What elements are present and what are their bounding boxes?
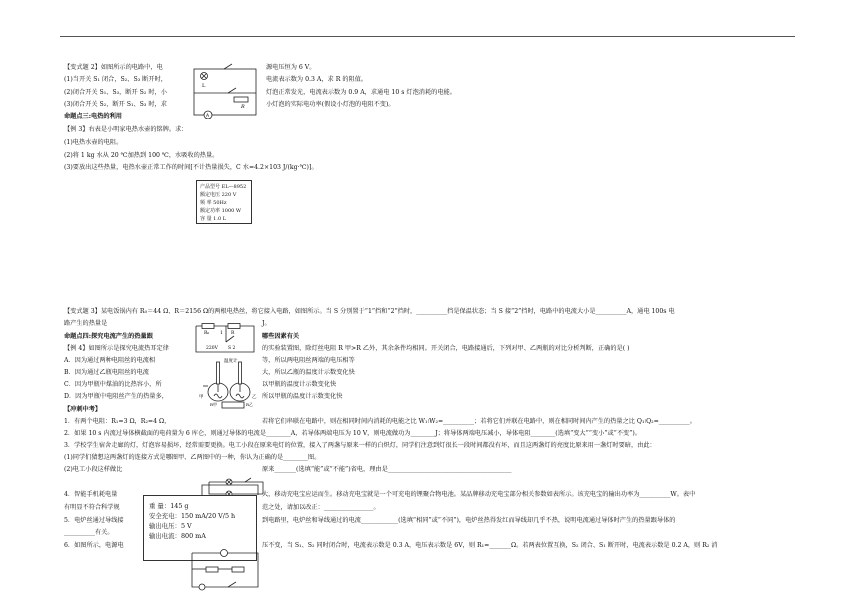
example3-q2: (2)将 1 kg 水从 20 ℃加热到 100 ℃，水吸收的热量。 [64, 152, 219, 159]
spec-weight: 重 量：145 g [149, 502, 189, 510]
nameplate-voltage: 额定电压 220 V [200, 192, 237, 198]
exam-q5-line2: __________有关。 [64, 529, 114, 536]
variant2-q3: (3)闭合开关 S₂，断开 S₁、S₃ 时，求 [64, 101, 167, 108]
circuit-diagram-1 [190, 63, 262, 119]
option-a-cont: 等，所以两电阻丝两端的电压相等 [262, 357, 355, 364]
example3-q1: (1)电热水壶的电阻。 [64, 139, 123, 146]
joule-experiment-figure [198, 356, 258, 410]
exam-q5: 5．电炉丝通过导线接 [64, 517, 124, 524]
nameplate-power: 额定功率 1000 W [200, 208, 242, 214]
svg-text:R乙: R乙 [246, 402, 254, 407]
svg-text:R甲: R甲 [210, 402, 218, 407]
variant2-q2: (2)闭合开关 S₁、S₃，断开 S₂ 时，小 [64, 89, 167, 96]
variant2-intro-cont: 源电压恒为 6 V。 [266, 64, 316, 71]
svg-text:甲: 甲 [199, 395, 204, 400]
nameplate-model: 产品型号 EL—8952 [200, 184, 247, 190]
topic3-heading: 命题点三:电热的利用 [64, 113, 122, 120]
svg-text:A: A [206, 114, 210, 119]
option-b-cont: 大，所以乙瓶的温度计示数变化快 [262, 369, 355, 376]
exam-q4-cont: 大，移动充电宝应运而生。移动充电宝就是一个可充电的锂聚合物电池。某品牌移动充电宝部分相关参数如表所示。该充电宝的输出功率为__________W。表中 [262, 491, 696, 498]
exam-heading: 【冲刺中考】 [64, 406, 102, 413]
exam-q4-line2: 有明显不符合科学规 [64, 504, 120, 511]
topic4-heading: 命题点四:探究电流产生的热量跟 [64, 333, 153, 340]
variant2-q1: (1)当开关 S₁ 闭合，S₂、S₃ 断开时， [64, 76, 167, 83]
variant2-q3-cont: 小灯泡的实际电功率(假设小灯泡的电阻不变)。 [266, 101, 395, 108]
power-bank-connector-figure [200, 481, 260, 499]
exam-q3: 3．学校学生宿舍走廊的灯，灯泡容易损坏，经常需要更换。电工小段在原来电灯的位置，接入了两盏与原来一样的白炽灯，同学们注意到灯很长一段时间都没有坏，而且这两盏灯的亮度比原来用一盏灯时要暗，由此： [64, 442, 656, 449]
nameplate-capacity: 容 量 1.0 L [200, 216, 227, 222]
option-a: A．因为通过两种电阻丝的电流相 [64, 357, 156, 364]
option-b: B．因为通过乙瓶电阻丝的电流 [64, 369, 149, 376]
spec-output-current: 输出电流：800 mA [149, 532, 206, 540]
exam-q3-part1: (1)同学们猜想这两盏灯的连接方式是哪图甲、乙两图中的一种，你认为正确的是________图。 [64, 454, 321, 461]
svg-text:S 2: S 2 [228, 346, 236, 351]
svg-text:温度计: 温度计 [224, 359, 238, 364]
exam-q2: 2．如果 10 s 内流过导体横截面的电荷量为 6 库仑，则通过导体的电流是________A，若导体两端电压为 10 V，则电流做功为________J；将导体两端电压减小，导体电阻________(选填“变大”“变小”或“不变”)。 [64, 430, 641, 437]
kettle-nameplate-table [196, 180, 252, 224]
svg-text:乙: 乙 [252, 395, 257, 400]
spec-safe-charge: 安全充电：150 mA/20 V/5 h [149, 512, 236, 520]
option-d-cont: 所以甲瓶的温度计示数变化快 [262, 393, 343, 400]
variant2-q1-cont: 电流表示数为 0.3 A，求 R 的阻值。 [266, 76, 368, 83]
circuit-diagram-q6 [188, 547, 262, 591]
exam-q3-part2: (2)电工小段这样做比 [64, 466, 123, 473]
exam-q3-part2-cont: 原来_______(选填“能”或“不能”)省电，理由是________________________________________ [262, 466, 512, 473]
example4-intro-cont: 的实验装置图，除灯丝电阻 R 甲>R 乙外，其余条件均相同。开关闭合，电路接通后，下列对甲、乙两瓶的对比分析判断，正确的是( ) [262, 345, 630, 352]
exam-q6: 6．如图所示，电源电 [64, 542, 124, 549]
exam-q5-cont: 到电路里，电炉丝和导线通过的电流____________(选填“相同”或“不同”)，电炉丝热得发红而导线却几乎不热，说明电流通过导体时产生的热量跟导体的 [262, 517, 676, 524]
topic4-heading-cont: 哪些因素有关 [262, 333, 300, 340]
svg-text:1: 1 [220, 331, 223, 336]
option-c: C．因为甲瓶中煤油的比热容小，所 [64, 381, 162, 388]
nameplate-frequency: 频 率 50Hz [200, 200, 227, 206]
spec-output-voltage: 输出电压：5 V [149, 522, 192, 530]
variant3-unit: J。 [262, 320, 271, 327]
variant2-q2-cont: 灯泡正常发光，电流表示数为 0.9 A，求通电 10 s 灯泡消耗的电能。 [266, 89, 456, 96]
exam-q4-line2-cont: 范之处，请加以改正：________________。 [262, 504, 380, 511]
svg-text:R: R [241, 104, 245, 110]
exam-q1-cont: 若将它们串联在电路中，则在相同时间内消耗的电能之比 W₁∶W₂=__________；若将它们并联在电路中，则在相同时间内产生的热量之比 Q₁∶Q₂=__________。 [262, 418, 696, 425]
rice-cooker-circuit [192, 322, 258, 356]
svg-text:R: R [231, 331, 235, 336]
exam-q4: 4．智能手机耗电量 [64, 491, 118, 498]
exam-q6-cont: 压不变，当 S₁、S₂ 同时闭合时，电流表示数是 0.3 A，电压表示数是 6V，则 R₁=_______Ω。若两表位置互换，S₂ 闭合、S₁ 断开时，电流表示数是 0.2 A，则 R₂ 消 [262, 542, 718, 549]
svg-text:R₀: R₀ [204, 331, 210, 336]
option-d: D．因为甲瓶中电阻丝产生的热量多， [64, 393, 168, 400]
example3-intro: 【例 3】右表是小明家电热水壶的铭牌。求： [64, 126, 188, 133]
svg-text:220V: 220V [206, 346, 218, 351]
option-c-cont: 以甲瓶的温度计示数变化快 [262, 381, 337, 388]
exam-q1: 1．有两个电阻：R₁=3 Ω，R₂=4 Ω， [64, 418, 171, 425]
svg-text:L: L [202, 83, 206, 89]
example4-intro: 【例 4】如图所示是探究电流热耳定律 [64, 345, 169, 352]
top-rule [60, 36, 795, 37]
example3-q3: (3)要放出这些热量，电热水壶正常工作的时间[不计热量损失，C 水=4.2×103 J/(kg·℃)]。 [64, 164, 318, 171]
variant3-text: 【变式题 3】某电饭锅内有 R₀＝44 Ω、R＝2156 Ω的两根电热丝，将它接入电路，如图所示。当 S 分别置于“1”挡和“2”挡时，__________挡是保温状态；当 S 接“2”挡时，电路中的电流大小是__________A，通电 100s 电 [64, 308, 675, 315]
variant3-text-cont: 路产生的热量是 [64, 320, 108, 327]
variant2-intro: 【变式题 2】如图所示的电路中，电 [64, 64, 163, 71]
